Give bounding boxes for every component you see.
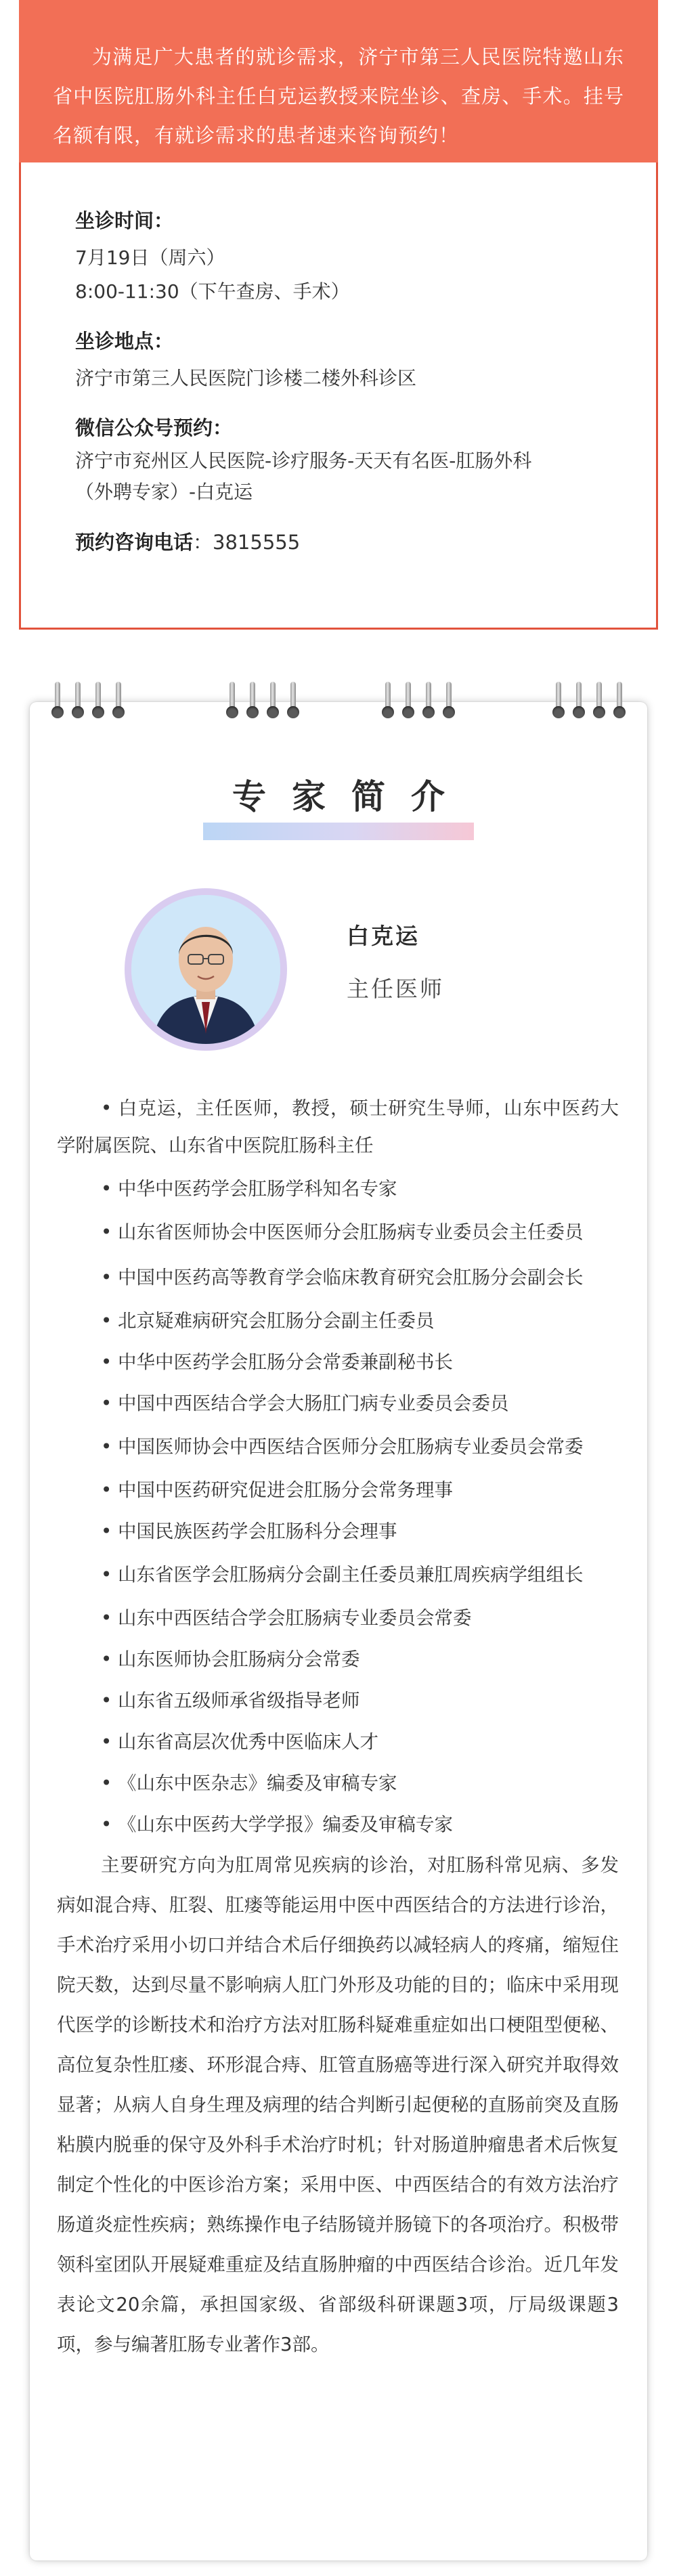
credential-item: • 《山东中医杂志》编委及审稿专家 [101,1772,397,1794]
binder-rings-center-right [382,682,455,729]
credential-item: • 山东省五级师承省级指导老师 [101,1690,360,1711]
credential-item: • 《山东中医药大学学报》编委及审稿专家 [101,1814,453,1835]
doctor-bio [57,1086,619,2365]
phone-separator: ： [193,531,213,554]
credential-item: • 山东中西医结合学会肛肠病专业委员会常委 [101,1607,472,1629]
phone-line [75,525,602,559]
time-date: 7月19日（周六） [75,246,225,269]
credential-item: • 北京疑难病研究会肛肠分会副主任委员 [101,1310,435,1332]
credential-item: • 中国民族医药学会肛肠科分会理事 [101,1521,397,1542]
place-value: 济宁市第三人民医院门诊楼二楼外科诊区 [75,367,417,389]
binder-ring-icon [226,682,238,729]
binder-ring-icon [593,682,605,729]
time-label: 坐诊时间： [75,209,174,232]
binder-rings-left [51,682,125,729]
binder-ring-icon [72,682,84,729]
binder-ring-icon [246,682,259,729]
credential-item: • 山东医师协会肛肠病分会常委 [101,1649,360,1670]
phone-label: 预约咨询电话 [75,531,194,554]
wechat-value-line2: （外聘专家）-白克运 [75,481,253,503]
credential-item: • 中华中医药学会肛肠分会常委兼副秘书长 [101,1351,453,1373]
wechat-label: 微信公众号预约： [75,416,233,439]
credential-item: • 中国中西医结合学会大肠肛门病专业委员会委员 [101,1393,509,1414]
binder-ring-icon [112,682,125,729]
credential-item: • 中国中医药研究促进会肛肠分会常务理事 [101,1479,453,1501]
credential-item: • 白克运，主任医师，教授，硕士研究生导师，山东中医药大学附属医院、山东省中医院肛肠科主任 [57,1097,619,1156]
credential-item: • 山东省医学会肛肠病分会副主任委员兼肛周疾病学组组长 [101,1564,584,1586]
credential-item: • 山东省高层次优秀中医临床人才 [101,1731,378,1753]
time-hours: 8:00-11:30（下午查房、手术） [75,280,350,303]
wechat-value-line1: 济宁市兖州区人民医院-诊疗服务-天天有名医-肛肠外科 [75,450,532,472]
binder-ring-icon [51,682,64,729]
binder-rings-right [552,682,626,729]
binder-ring-icon [573,682,585,729]
credential-item: • 中国中医药高等教育学会临床教育研究会肛肠分会副会长 [101,1267,584,1288]
place-label: 坐诊地点： [75,330,174,353]
section-title-wrap [30,770,647,824]
appointment-info-box [19,162,658,630]
binder-rings-center-left [226,682,299,729]
intro-text: 为满足广大患者的就诊需求，济宁市第三人民医院特邀山东省中医院肛肠外科主任白克运教授来院坐诊、查房、手术。挂号名额有限，有就诊需求的患者速来咨询预约！ [53,45,624,147]
title-underline-decoration [203,823,474,840]
binder-ring-icon [402,682,414,729]
expert-profile-card [30,702,647,2560]
doctor-title: 主任医师 [347,976,444,1002]
credential-item: • 山东省医师协会中医医师分会肛肠病专业委员会主任委员 [101,1221,584,1243]
binder-ring-icon [267,682,279,729]
section-title: 专家简介 [232,777,471,816]
doctor-portrait-icon [131,895,280,1044]
phone-number[interactable]: 3815555 [213,531,301,554]
research-summary: 主要研究方向为肛周常见疾病的诊治，对肛肠科常见病、多发病如混合痔、肛裂、肛瘘等能运用中医中西医结合的方法进行诊治，手术治疗采用小切口并结合术后仔细换药以减轻病人的疼痛，缩短住院天数，达到尽量不影响病人肛门外形及功能的目的；临床中采用现代医学的诊断技术和治疗方法对肛肠科疑难重症如出口梗阻型便秘、高位复杂性肛瘘、环形混合痔、肛管直肠癌等进行深入研究并取得效显著；从病人自身生理及病理的结合判断引起便秘的直肠前突及直肠粘膜内脱垂的保守及外科手术治疗时机；针对肠道肿瘤患者术后恢复制定个性化的中医诊治方案；采用中医、中西医结合的有效方法治疗肠道炎症性疾病；熟练操作电子结肠镜并肠镜下的各项治疗。积极带领科室团队开展疑难重症及结直肠肿瘤的中西医结合诊治。近几年发表论文20余篇，承担国家级、省部级科研课题3项，厅局级课题3项，参与编著肛肠专业著作3部。 [57,1854,619,2355]
intro-banner [19,0,658,162]
credential-item: • 中华中医药学会肛肠学科知名专家 [101,1178,397,1200]
binder-ring-icon [613,682,626,729]
binder-ring-icon [382,682,394,729]
binder-ring-icon [92,682,104,729]
binder-ring-icon [287,682,299,729]
doctor-name: 白克运 [347,923,420,949]
binder-ring-icon [443,682,455,729]
binder-ring-icon [552,682,565,729]
doctor-avatar [125,888,287,1051]
binder-ring-icon [422,682,435,729]
credential-item: • 中国医师协会中西医结合医师分会肛肠病专业委员会常委 [101,1436,584,1458]
